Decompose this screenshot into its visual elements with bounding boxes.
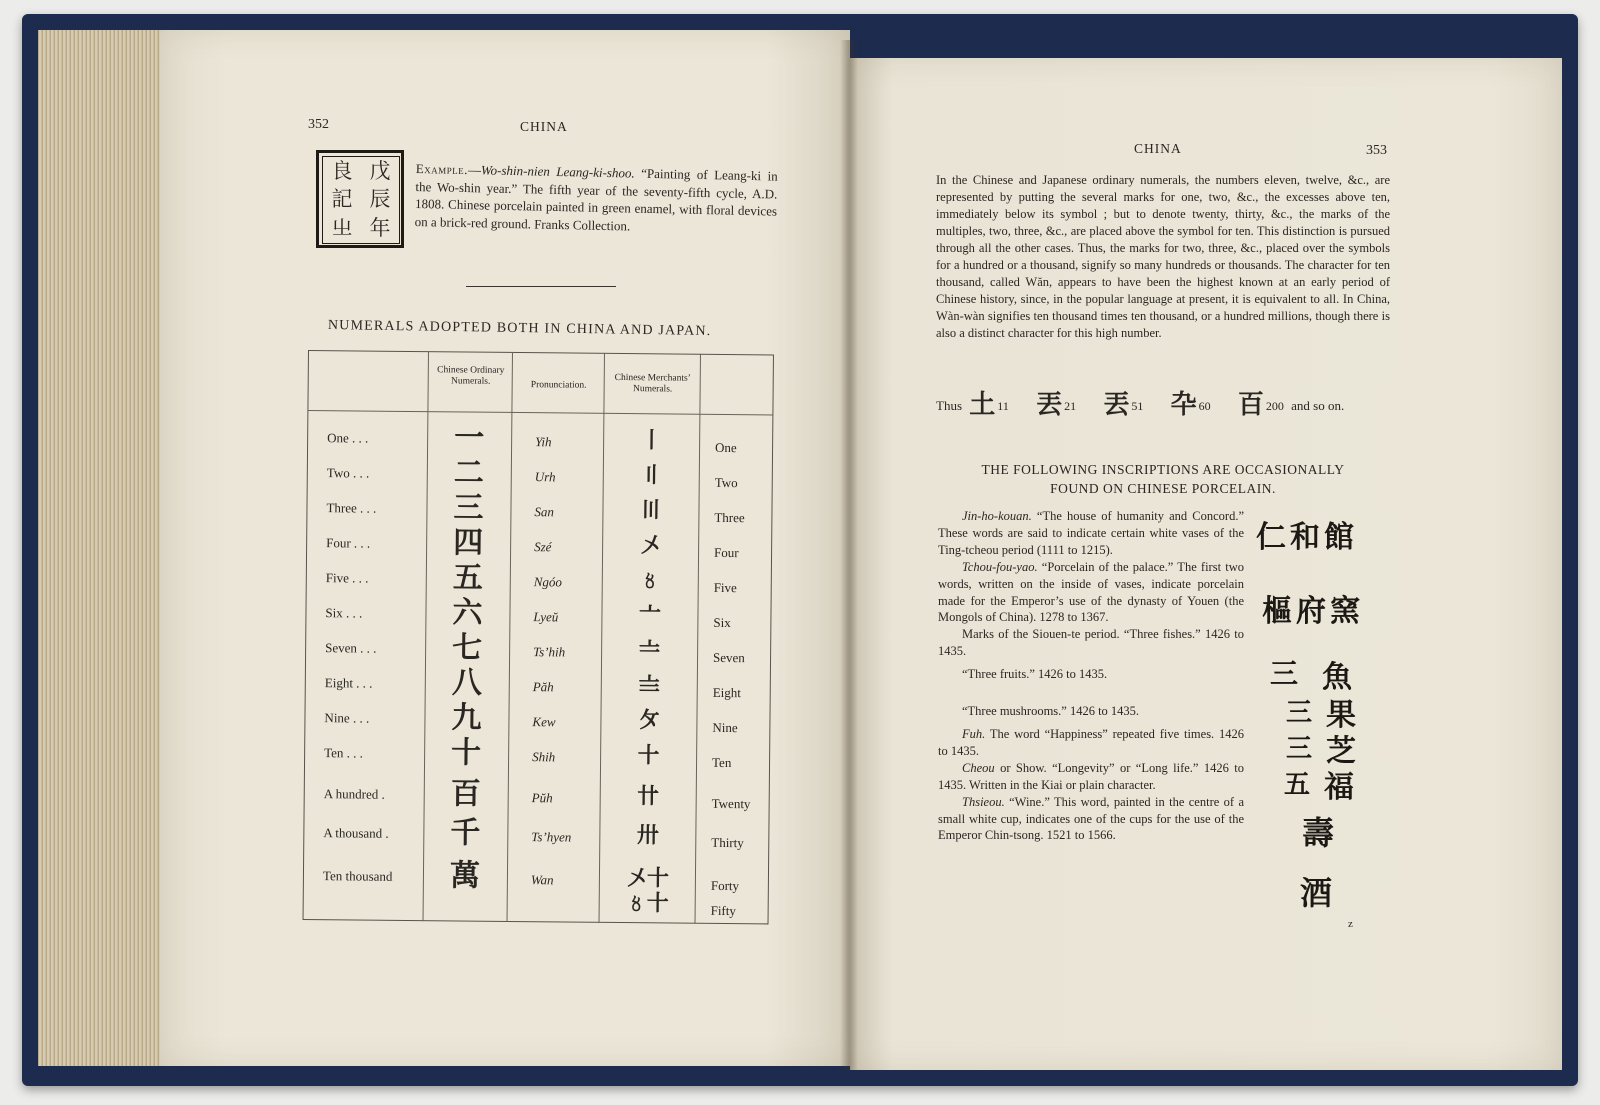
row-merchant-numeral: 〢 bbox=[640, 462, 662, 488]
row-chinese-numeral: 百 bbox=[450, 777, 481, 811]
row-english-label: A hundred . bbox=[323, 786, 385, 802]
thus-suffix: and so on. bbox=[1291, 398, 1345, 413]
row-merchant-numeral: 〩 bbox=[637, 707, 660, 733]
row-merchant-label: Eight bbox=[712, 684, 741, 701]
example-label: Example. bbox=[415, 160, 469, 178]
row-pronunciation: Pŭh bbox=[531, 790, 553, 806]
mark-tchou-fou-yao: 樞府窯 bbox=[1262, 594, 1364, 629]
row-chinese-numeral: 六 bbox=[452, 596, 483, 630]
row-merchant-numeral: 〨 bbox=[638, 672, 660, 698]
example-caption: Example.—Wo-shin-nien Leang-ki-shoo. “Painting of Leang-ki in the Wo-shin year.” The fifth year of the seventy-fifth cycle, A.D. 1808. Chinese porcelain painted in green enamel, with floral devices on a brick-red ground. Franks Collection. bbox=[414, 160, 778, 233]
thus-prefix: Thus bbox=[936, 398, 962, 413]
mark-three-fruits-b: 果 bbox=[1326, 698, 1356, 733]
row-merchant-label: Four bbox=[714, 544, 739, 561]
row-merchant-label: Three bbox=[714, 509, 745, 526]
row-english-label: Ten thousand bbox=[322, 868, 393, 884]
numerals-paragraph: In the Chinese and Japanese ordinary numerals, the numbers eleven, twelve, &c., are represented by putting the several marks for one, two, &c., the excesses above ten, immediately below its symbol ; but to denote twenty, thirty, &c., the marks of the multiples, two, three, &c., are placed above the symbol for ten. This distinction is pursued through all the other cases. Thus, the marks for two, three, &c., placed over the symbols for a hundred or a thousand, signify so many hundreds or thousands. The character for ten thousand, called Wăn, appears to have been the highest known at an early period of Chinese history, since, in the popular language at present, it is equivalent to all. In China, Wàn-wàn signifies ten thousand times ten thousand, or a hundred millions, though there is also a distinct character for this high number. bbox=[936, 173, 1390, 340]
row-chinese-numeral: 七 bbox=[451, 631, 483, 665]
gutter-shadow bbox=[840, 40, 858, 1070]
row-english-label: Six . . . bbox=[325, 605, 363, 621]
row-merchant-numeral: 〥 bbox=[639, 567, 661, 593]
inscriptions-heading bbox=[938, 460, 1388, 498]
row-pronunciation: Ts’hih bbox=[533, 644, 566, 660]
entry-cheou: Cheou or Show. “Longevity” or “Long life.” 1426 to 1435. Written in the Kiai or plain character. bbox=[938, 760, 1244, 792]
thus-examples bbox=[936, 384, 1396, 421]
mark-three-mushrooms-a: 三 bbox=[1286, 734, 1313, 764]
seal-char: 年 bbox=[369, 216, 391, 241]
page-edges bbox=[38, 30, 168, 1066]
seal-char: 記 bbox=[331, 187, 353, 212]
mark-three-mushrooms-b: 芝 bbox=[1326, 734, 1356, 769]
row-pronunciation: Shih bbox=[532, 749, 556, 765]
row-merchant-label: Two bbox=[714, 474, 738, 491]
row-merchant-numeral: 〣 bbox=[639, 497, 662, 523]
row-pronunciation: Lyeŭ bbox=[533, 609, 559, 625]
row-chinese-numeral: 十 bbox=[450, 736, 482, 770]
row-merchant-numeral: 〹 bbox=[637, 783, 659, 809]
row-chinese-numeral: 三 bbox=[453, 491, 484, 525]
entry-three-fishes: Marks of the Siouen-te period. “Three fishes.” 1426 to 1435. bbox=[938, 627, 1244, 659]
numerals-table bbox=[303, 350, 774, 924]
row-english-label: Two . . . bbox=[326, 465, 370, 481]
mark-three-fruits-a: 三 bbox=[1286, 698, 1313, 728]
example-text: “Painting of Leang-ki in the Wo-shin year.” The fifth year of the seventy-fifth cycle, A.D. 1808. Chinese porcelain painted in green enamel, with floral devices on a brick-red ground. Franks Collection. bbox=[414, 165, 778, 233]
numeral-glyph: 丟 bbox=[1103, 390, 1130, 419]
right-page-number: 353 bbox=[1366, 143, 1387, 158]
row-chinese-numeral: 八 bbox=[451, 666, 482, 700]
row-pronunciation: Păh bbox=[532, 679, 554, 695]
numeral-glyph: 卆 bbox=[1170, 390, 1197, 419]
row-merchant-numeral: 〤十 bbox=[625, 865, 669, 891]
entry-jin-ho-kouan: Jin-ho-kouan. “The house of humanity and Concord.” These words are said to indicate certain white vases of the Ting-tcheou period (1111 to 1215). bbox=[938, 509, 1245, 557]
signature-mark: z bbox=[1348, 918, 1353, 930]
row-chinese-numeral: 千 bbox=[450, 816, 481, 850]
mark-three-fishes-a: 三 bbox=[1270, 657, 1299, 690]
seal-char: 良 bbox=[331, 158, 353, 183]
row-chinese-numeral: 四 bbox=[452, 526, 484, 560]
row-pronunciation: Wan bbox=[530, 872, 554, 888]
numeral-glyph: 丟 bbox=[1036, 390, 1063, 419]
inscription-entries bbox=[938, 508, 1244, 844]
row-pronunciation: Ts’hyen bbox=[531, 829, 572, 845]
mark-cheou: 壽 bbox=[1302, 814, 1335, 852]
numeral-glyph: 土 bbox=[969, 390, 996, 419]
row-merchant-label: Six bbox=[713, 614, 731, 631]
seal-char: 㞢 bbox=[331, 216, 353, 241]
mark-fuh-a: 五 bbox=[1284, 770, 1311, 800]
row-merchant-label: Five bbox=[713, 579, 737, 596]
row-chinese-numeral: 二 bbox=[453, 456, 484, 490]
row-merchant-numeral: 〥十 bbox=[625, 890, 668, 916]
row-english-label: Seven . . . bbox=[325, 640, 377, 656]
mark-fuh-b: 福 bbox=[1324, 770, 1354, 805]
entry-three-fruits: “Three fruits.” 1426 to 1435. bbox=[962, 667, 1108, 682]
row-merchant-numeral: 丨 bbox=[640, 427, 662, 453]
row-english-label: Five . . . bbox=[325, 570, 369, 586]
row-merchant-label: One bbox=[715, 439, 737, 456]
row-merchant-numeral: 〧 bbox=[638, 637, 660, 663]
entry-thsieou: Thsieou. “Wine.” This word, painted in the centre of a small white cup, indicates one of the cups for the use of the Emperor Chin-tsong. 1521 to 1566. bbox=[938, 794, 1245, 843]
row-english-label: Three . . . bbox=[326, 500, 377, 516]
seal-char: 戊 bbox=[369, 158, 391, 183]
inscriptions-heading-line: FOUND ON CHINESE PORCELAIN. bbox=[1050, 481, 1276, 496]
entry-tchou-fou-yao: Tchou-fou-yao. “Porcelain of the palace.” The first two words, written on the inside of vases, indicate porcelain made for the Emperor’s use of the dynasty of Youen (the Mongols of China). 1278 to 1367. bbox=[938, 559, 1244, 625]
numeral-value: 200 bbox=[1265, 399, 1284, 413]
row-merchant-label: Fifty bbox=[710, 902, 737, 919]
numeral-value: 51 bbox=[1131, 399, 1144, 413]
row-merchant-label: Twenty bbox=[711, 795, 751, 812]
row-chinese-numeral: 萬 bbox=[449, 859, 481, 893]
row-english-label: One . . . bbox=[327, 430, 369, 446]
row-english-label: Eight . . . bbox=[324, 675, 373, 691]
row-merchant-numeral: 〸 bbox=[637, 742, 659, 768]
row-english-label: A thousand . bbox=[323, 825, 389, 841]
seal-mark bbox=[316, 150, 404, 248]
row-merchant-label: Seven bbox=[712, 649, 745, 666]
right-running-head: CHINA bbox=[1134, 141, 1182, 156]
table-title: NUMERALS ADOPTED BOTH IN CHINA AND JAPAN. bbox=[327, 318, 712, 340]
header-chinese-ordinary: Chinese Ordinary Numerals. bbox=[437, 365, 505, 387]
row-english-label: Nine . . . bbox=[324, 710, 370, 726]
left-page-number: 352 bbox=[308, 117, 329, 132]
row-chinese-numeral: 五 bbox=[452, 561, 483, 595]
row-pronunciation: Szé bbox=[534, 539, 552, 555]
numeral-value: 60 bbox=[1198, 399, 1211, 413]
row-english-label: Four . . . bbox=[326, 535, 371, 551]
section-divider bbox=[466, 286, 616, 287]
mark-three-fishes-b: 魚 bbox=[1322, 660, 1352, 695]
row-english-label: Ten . . . bbox=[324, 745, 364, 761]
row-pronunciation: Yih bbox=[535, 434, 552, 450]
row-pronunciation: San bbox=[534, 504, 555, 520]
numeral-value: 11 bbox=[997, 399, 1009, 413]
row-merchant-label: Nine bbox=[712, 719, 738, 736]
entry-fuh: Fuh. The word “Happiness” repeated five times. 1426 to 1435. bbox=[938, 726, 1244, 758]
row-chinese-numeral: 九 bbox=[451, 701, 482, 735]
numeral-value: 21 bbox=[1064, 399, 1077, 413]
mark-thsieou: 酒 bbox=[1300, 874, 1333, 912]
row-merchant-numeral: 〺 bbox=[636, 822, 658, 848]
row-merchant-label: Thirty bbox=[711, 834, 744, 851]
row-pronunciation: Ngóo bbox=[533, 574, 563, 590]
numeral-glyph: 百 bbox=[1237, 390, 1264, 419]
mark-jin-ho-kouan: 仁和館 bbox=[1256, 520, 1358, 555]
seal-char: 辰 bbox=[369, 187, 391, 212]
row-merchant-numeral: 〤 bbox=[639, 532, 661, 558]
left-running-head: CHINA bbox=[520, 119, 568, 134]
entry-three-mushrooms: “Three mushrooms.” 1426 to 1435. bbox=[962, 704, 1140, 719]
row-pronunciation: Urh bbox=[534, 469, 556, 485]
row-merchant-label: Forty bbox=[710, 877, 740, 894]
row-merchant-numeral: 〦 bbox=[638, 602, 661, 628]
row-chinese-numeral: 一 bbox=[454, 421, 485, 455]
row-pronunciation: Kew bbox=[532, 714, 556, 730]
header-merchant-numerals: Chinese Merchants’ Numerals. bbox=[614, 372, 691, 395]
inscriptions-heading-line: THE FOLLOWING INSCRIPTIONS ARE OCCASIONALLY bbox=[981, 462, 1345, 477]
row-merchant-label: Ten bbox=[711, 754, 732, 771]
example-title: Wo-shin-nien Leang-ki-shoo. bbox=[480, 162, 635, 181]
header-pronunciation: Pronunciation. bbox=[530, 380, 587, 391]
